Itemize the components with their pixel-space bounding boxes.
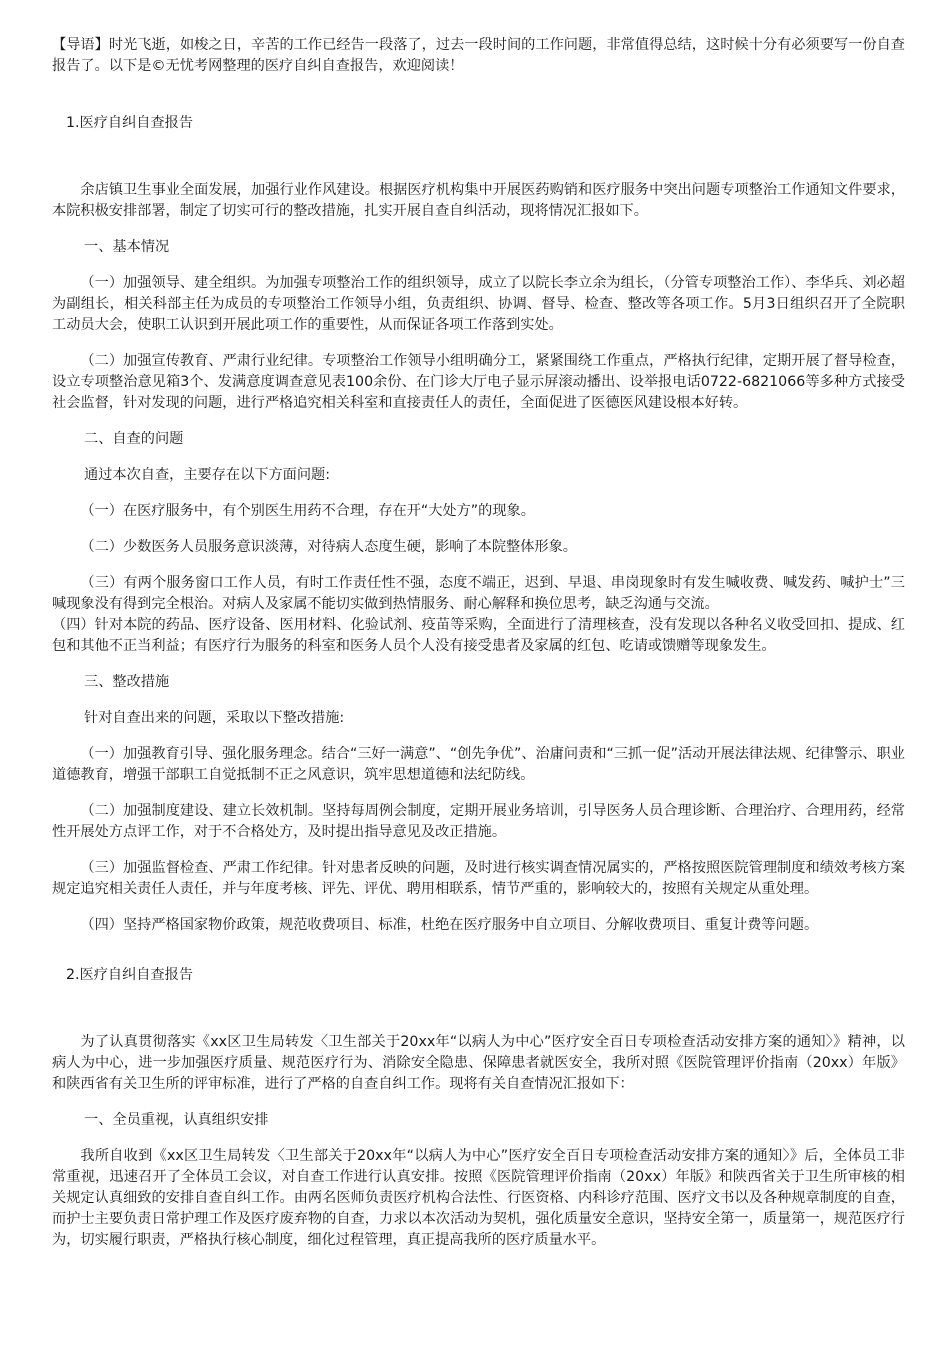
section-2-paragraph-1: 为了认真贯彻落实《xx区卫生局转发〈卫生部关于20xx年“以病人为中心”医疗安全百日专项检查活动安排方案的通知〉》精神，以病人为中心，进一步加强医疗质量、规范医疗行为、消除安全隐患、保障患者就医安全，我所对照《医院管理评价指南（20xx）年版》和陕西省有关卫生所的评审标准，进行了严格的自查自纠工作。现将有关自查情况汇报如下：: [52, 1034, 905, 1092]
section-1-paragraph-10: （二）加强制度建设、建立长效机制。坚持每周例会制度，定期开展业务培训，引导医务人员合理诊断、合理治疗、合理用药，经常性开展处方点评工作，对于不合格处方，及时提出指导意见及改正措施。: [52, 803, 905, 840]
section-2-paragraph-2: 我所自收到《xx区卫生局转发〈卫生部关于20xx年“以病人为中心”医疗安全百日专项检查活动安排方案的通知〉》后，全体员工非常重视，迅速召开了全体员工会议，对自查工作进行认真安排。按照《医院管理评价指南（20xx）年版》和陕西省关于卫生所审核的相关规定认真细致的安排自查自纠工作。由两名医师负责医疗机构合法性、行医资格、内科诊疗范围、医疗文书以及各种规章制度的自查，而护士主要负责日常护理工作及医疗废弃物的自查，力求以本次活动为契机，强化质量安全意识，坚持安全第一，质量第一，规范医疗行为，切实履行职责，严格执行核心制度，细化过程管理，真正提高我所的医疗质量水平。: [52, 1148, 905, 1248]
section-1-paragraph-5: （一）在医疗服务中，有个别医生用药不合理，存在开“大处方”的现象。: [80, 503, 535, 519]
section-1-paragraph-6: （二）少数医务人员服务意识淡薄，对待病人态度生硬，影响了本院整体形象。: [80, 539, 577, 555]
section-1-paragraph-4: 通过本次自查，主要存在以下方面问题:: [84, 467, 330, 483]
section-1-paragraph-7b: （四）针对本院的药品、医疗设备、医用材料、化验试剂、疫苗等采购，全面进行了清理核查，没有发现以各种名义收受回扣、提成、红包和其他不正当利益；有医疗行为服务的科室和医务人员个人没有接受患者及家属的红包、吃请或馈赠等现象发生。: [52, 617, 905, 654]
section-1-heading-problems: 二、自查的问题: [84, 431, 184, 447]
section-2-heading-1: 一、全员重视，认真组织安排: [84, 1112, 269, 1128]
section-1-heading-basic: 一、基本情况: [84, 239, 170, 255]
section-1-paragraph-11: （三）加强监督检查、严肃工作纪律。针对患者反映的问题，及时进行核实调查情况属实的，严格按照医院管理制度和绩效考核方案规定追究相关责任人责任，并与年度考核、评先、评优、聘用相联系，情节严重的，影响较大的，按照有关规定从重处理。: [52, 860, 905, 897]
section-1-paragraph-9: （一）加强教育引导、强化服务理念。结合“三好一满意”、“创先争优”、治庸问责和“三抓一促”活动开展法律法规、纪律警示、职业道德教育，增强干部职工自觉抵制不正之风意识，筑牢思想道德和法纪防线。: [52, 746, 905, 783]
intro-paragraph: 【导语】时光飞逝，如梭之日，辛苦的工作已经告一段落了，过去一段时间的工作问题，非常值得总结，这时候十分有必须要写一份自查报告了。以下是©无忧考网整理的医疗自纠自查报告，欢迎阅读！: [52, 37, 905, 74]
section-1-heading-measures: 三、整改措施: [84, 674, 170, 690]
section-1-paragraph-7a: （三）有两个服务窗口工作人员，有时工作责任性不强，态度不端正，迟到、早退、串岗现象时有发生喊收费、喊发药、喊护士”三喊现象没有得到完全根治。对病人及家属不能切实做到热情服务、耐心解释和换位思考，缺乏沟通与交流。: [52, 575, 905, 612]
section-1-title: 1.医疗自纠自查报告: [66, 115, 194, 131]
section-1-paragraph-12: （四）坚持严格国家物价政策，规范收费项目、标准，杜绝在医疗服务中自立项目、分解收费项目、重复计费等问题。: [80, 917, 819, 933]
section-1-paragraph-8: 针对自查出来的问题，采取以下整改措施:: [84, 710, 345, 726]
section-1-paragraph-2: （一）加强领导、建全组织。为加强专项整治工作的组织领导，成立了以院长李立余为组长，（分管专项整治工作）、李华兵、刘必超为副组长，相关科部主任为成员的专项整治工作领导小组，负责组织、协调、督导、检查、整改等各项工作。5月3日组织召开了全院职工动员大会，使职工认识到开展此项工作的重要性，从而保证各项工作落到实处。: [52, 275, 905, 333]
section-1-paragraph-1: 余店镇卫生事业全面发展，加强行业作风建设。根据医疗机构集中开展医药购销和医疗服务中突出问题专项整治工作通知文件要求，本院积极安排部署，制定了切实可行的整改措施，扎实开展自查自纠活动，现将情况汇报如下。: [52, 182, 905, 219]
section-2-title: 2.医疗自纠自查报告: [66, 967, 194, 983]
section-1-paragraph-3: （二）加强宣传教育、严肃行业纪律。专项整治工作领导小组明确分工，紧紧围绕工作重点，严格执行纪律，定期开展了督导检查，设立专项整治意见箱3个、发满意度调查意见表100余份、在门诊大厅电子显示屏滚动播出、设举报电话0722-6821066等多种方式接受社会监督，针对发现的问题，进行严格追究相关科室和直接责任人的责任，全面促进了医德医风建设根本好转。: [52, 353, 905, 411]
